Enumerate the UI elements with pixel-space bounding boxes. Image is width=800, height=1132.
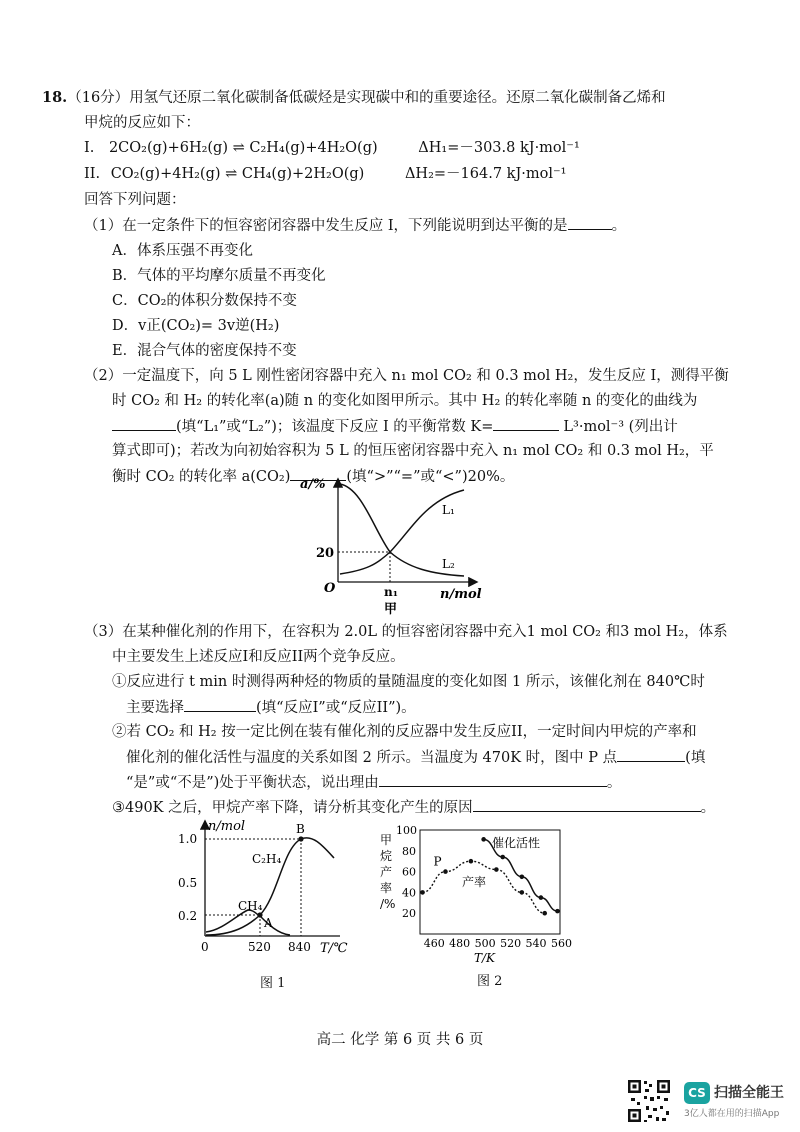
chart-figure-2 xyxy=(376,818,576,963)
part3-q3-line-1a: ③490K 之后，甲烷产率下降，请分析其变化产生的原因 xyxy=(112,800,473,816)
fig1-y-tick-1-0: 1.0 xyxy=(178,832,198,846)
fig1-y-tick-0-2: 0.2 xyxy=(178,909,198,923)
qr-code-icon xyxy=(626,1078,672,1124)
part3-q3-line-1b: 。 xyxy=(700,800,716,816)
part3-q1-line-2b: (填“反应I”或“反应II”)。 xyxy=(256,700,416,716)
fig2-point-yield-5 xyxy=(542,911,547,916)
fig2-y-tick-40: 40 xyxy=(402,886,416,900)
chart-jia-label-l2: L₂ xyxy=(442,557,455,571)
part3-q1-line-2 xyxy=(126,697,416,718)
question-intro-2: 甲烷的反应如下： xyxy=(84,115,200,131)
fig2-x-tick-540: 540 xyxy=(525,937,547,950)
fig2-point-yield-4 xyxy=(520,890,525,895)
fig1-label-ch4: CH₄ xyxy=(238,899,263,913)
fig1-series-ch4 xyxy=(206,910,290,935)
fig2-x-tick-500: 500 xyxy=(474,937,496,950)
part3-q1-line-1: ①反应进行 t min 时测得两种烃的物质的量随温度的变化如图 1 所示，该催化剂在 840℃时 xyxy=(112,674,705,690)
part3-q2-line-2a: 催化剂的催化活性与温度的关系如图 2 所示。当温度为 470K 时，图中 P 点 xyxy=(126,750,618,766)
fig2-ylabel-char-2: 烷 xyxy=(380,849,393,863)
reaction-1-enthalpy: ΔH₁=－303.8 kJ·mol⁻¹ xyxy=(418,140,580,156)
fig1-caption: 图 1 xyxy=(260,976,286,991)
reaction-2-label: II. xyxy=(84,166,101,182)
fig2-y-tick-20: 20 xyxy=(402,907,416,921)
part1-answer-blank[interactable] xyxy=(568,215,612,230)
fig2-y-tick-80: 80 xyxy=(402,844,416,858)
reaction-1-equation: 2CO₂(g)+6H₂(g) ⇌ C₂H₄(g)+4H₂O(g) xyxy=(108,140,378,156)
fig1-ylabel: n/mol xyxy=(208,819,246,834)
camscanner-logo-icon: CS xyxy=(684,1082,710,1104)
part2-line-5a: 衡时 CO₂ 的转化率 a(CO₂) xyxy=(112,469,291,485)
fig2-ylabel-char-5: /% xyxy=(380,897,396,911)
fig1-x-tick-840: 840 xyxy=(288,940,311,954)
chart-figure-1 xyxy=(168,818,350,963)
fig2-point-activity-0 xyxy=(481,837,486,842)
chart-jia-caption: 甲 xyxy=(384,602,398,617)
fig2-x-tick-560: 560 xyxy=(551,937,572,950)
part3-q2-line-1: ②若 CO₂ 和 H₂ 按一定比例在装有催化剂的反应器中发生反应II，一定时间内甲烷的产率和 xyxy=(112,724,697,740)
chart-jia xyxy=(296,470,496,620)
chart-jia-x-tick: n₁ xyxy=(384,585,398,599)
part1-stem-end: 。 xyxy=(611,218,627,234)
fig2-xlabel: T/K xyxy=(474,951,496,963)
fig1-label-a: A xyxy=(264,916,273,930)
part2-line-3b: L³·mol⁻³ (列出计 xyxy=(563,419,678,435)
fig2-label-point-P: P xyxy=(433,854,442,869)
part3-line-2: 中主要发生上述反应I和反应II两个竞争反应。 xyxy=(112,649,405,665)
fig2-ylabel xyxy=(380,833,395,911)
part3-q2-line-2b: (填 xyxy=(685,750,706,766)
part3-q2-reason-blank[interactable] xyxy=(379,772,607,787)
fig2-ylabel-char-3: 产 xyxy=(380,865,393,879)
part2-k-blank[interactable] xyxy=(493,416,559,431)
fig2-x-tick-520: 520 xyxy=(500,937,522,950)
part3-q2-equilibrium-blank[interactable] xyxy=(617,747,685,762)
part3-q1-blank[interactable] xyxy=(184,697,256,712)
question-points: （16分） xyxy=(67,90,130,106)
reaction-2-enthalpy: ΔH₂=－164.7 kJ·mol⁻¹ xyxy=(404,166,567,182)
chart-jia-origin: O xyxy=(324,581,336,596)
part3-q2-line-3a: “是”或“不是”)处于平衡状态，说出理由 xyxy=(126,775,379,791)
part3-q2-line-3b: 。 xyxy=(606,775,622,791)
fig2-point-yield-2 xyxy=(469,859,474,864)
reaction-1 xyxy=(84,138,580,158)
page-footer: 高二 化学 第 6 页 共 6 页 xyxy=(316,1032,484,1048)
part1-stem xyxy=(84,215,626,236)
fig2-x-tick-480: 480 xyxy=(449,937,471,950)
part1-option-c: C．CO₂的体积分数保持不变 xyxy=(112,293,297,309)
brand-name: 扫描全能王 xyxy=(714,1085,784,1101)
fig1-point-b xyxy=(298,836,303,841)
part1-stem-text: （1）在一定条件下的恒容密闭容器中发生反应 I，下列能说明到达平衡的是 xyxy=(84,218,568,234)
chart-jia-xlabel: n/mol xyxy=(440,587,482,602)
part1-option-a: A．体系压强不再变化 xyxy=(112,243,253,259)
reaction-1-label: I. xyxy=(84,140,95,156)
fig2-point-yield-0 xyxy=(420,890,425,895)
fig2-caption: 图 2 xyxy=(477,974,503,989)
fig1-y-tick-0-5: 0.5 xyxy=(178,876,198,890)
question-intro-line-1 xyxy=(42,88,666,108)
part1-option-e: E．混合气体的密度保持不变 xyxy=(112,343,297,359)
part2-line-4: 算式即可)；若改为向初始容积为 5 L 的恒压密闭容器中充入 n₁ mol CO₂ 和 0.3 mol H₂，平 xyxy=(112,443,714,459)
part3-q2-line-3 xyxy=(126,772,621,793)
answer-prompt: 回答下列问题： xyxy=(84,192,186,208)
fig2-point-activity-4 xyxy=(555,909,560,914)
part2-curve-blank[interactable] xyxy=(112,416,176,431)
part3-q3-reason-blank[interactable] xyxy=(473,797,701,812)
fig2-point-activity-3 xyxy=(539,895,544,900)
part2-line-2: 时 CO₂ 和 H₂ 的转化率(a)随 n 的变化如图甲所示。其中 H₂ 的转化率随 n 的变化的曲线为 xyxy=(112,393,698,409)
part2-line-3a: (填“L₁”或“L₂”)；该温度下反应 I 的平衡常数 K= xyxy=(176,419,494,435)
fig2-point-yield-1 xyxy=(443,869,448,874)
part1-option-b: B．气体的平均摩尔质量不再变化 xyxy=(112,268,326,284)
chart-jia-label-l1: L₁ xyxy=(442,503,455,517)
reaction-2-equation: CO₂(g)+4H₂(g) ⇌ CH₄(g)+2H₂O(g) xyxy=(110,166,365,182)
question-intro-1: 用氢气还原二氧化碳制备低碳烃是实现碳中和的重要途径。还原二氧化碳制备乙烯和 xyxy=(129,90,666,106)
part3-q2-line-2 xyxy=(126,747,705,768)
fig1-x-tick-0: 0 xyxy=(201,940,209,954)
fig1-x-tick-520: 520 xyxy=(248,940,271,954)
fig2-label-activity: 催化活性 xyxy=(492,836,541,850)
fig1-xlabel: T/℃ xyxy=(320,941,348,956)
part2-line-1: （2）一定温度下，向 5 L 刚性密闭容器中充入 n₁ mol CO₂ 和 0.3 mol H₂，发生反应 I，测得平衡 xyxy=(84,368,729,384)
fig1-label-c2h4: C₂H₄ xyxy=(252,852,282,866)
question-number: 18. xyxy=(42,89,68,106)
chart-jia-ylabel: a/% xyxy=(300,477,326,492)
fig1-point-a xyxy=(257,912,262,917)
fig2-label-yield: 产率 xyxy=(462,875,487,889)
fig2-point-yield-3 xyxy=(494,867,499,872)
part3-q3-line-1 xyxy=(112,797,715,818)
fig1-label-b: B xyxy=(296,822,305,836)
part1-option-d: D．v正(CO₂)= 3v逆(H₂) xyxy=(112,318,280,334)
fig2-ylabel-char-4: 率 xyxy=(380,881,393,895)
reaction-2 xyxy=(84,164,566,184)
fig2-point-activity-2 xyxy=(520,875,525,880)
fig2-point-activity-1 xyxy=(500,855,505,860)
brand-tagline: 3亿人都在用的扫描App xyxy=(684,1109,780,1119)
fig2-ylabel-char-1: 甲 xyxy=(380,833,393,847)
part3-q1-line-2a: 主要选择 xyxy=(126,700,184,716)
fig2-y-tick-100: 100 xyxy=(396,824,417,837)
chart-jia-y-tick: 20 xyxy=(316,546,335,561)
fig2-y-tick-60: 60 xyxy=(402,865,416,879)
part2-line-3 xyxy=(112,416,678,437)
part2-line-5b: (填“>”“=”或“<”)20%。 xyxy=(346,469,515,485)
part3-line-1: （3）在某种催化剂的作用下，在容积为 2.0L 的恒容密闭容器中充入1 mol CO₂ 和3 mol H₂，体系 xyxy=(84,624,728,640)
fig2-x-tick-460: 460 xyxy=(423,937,445,950)
